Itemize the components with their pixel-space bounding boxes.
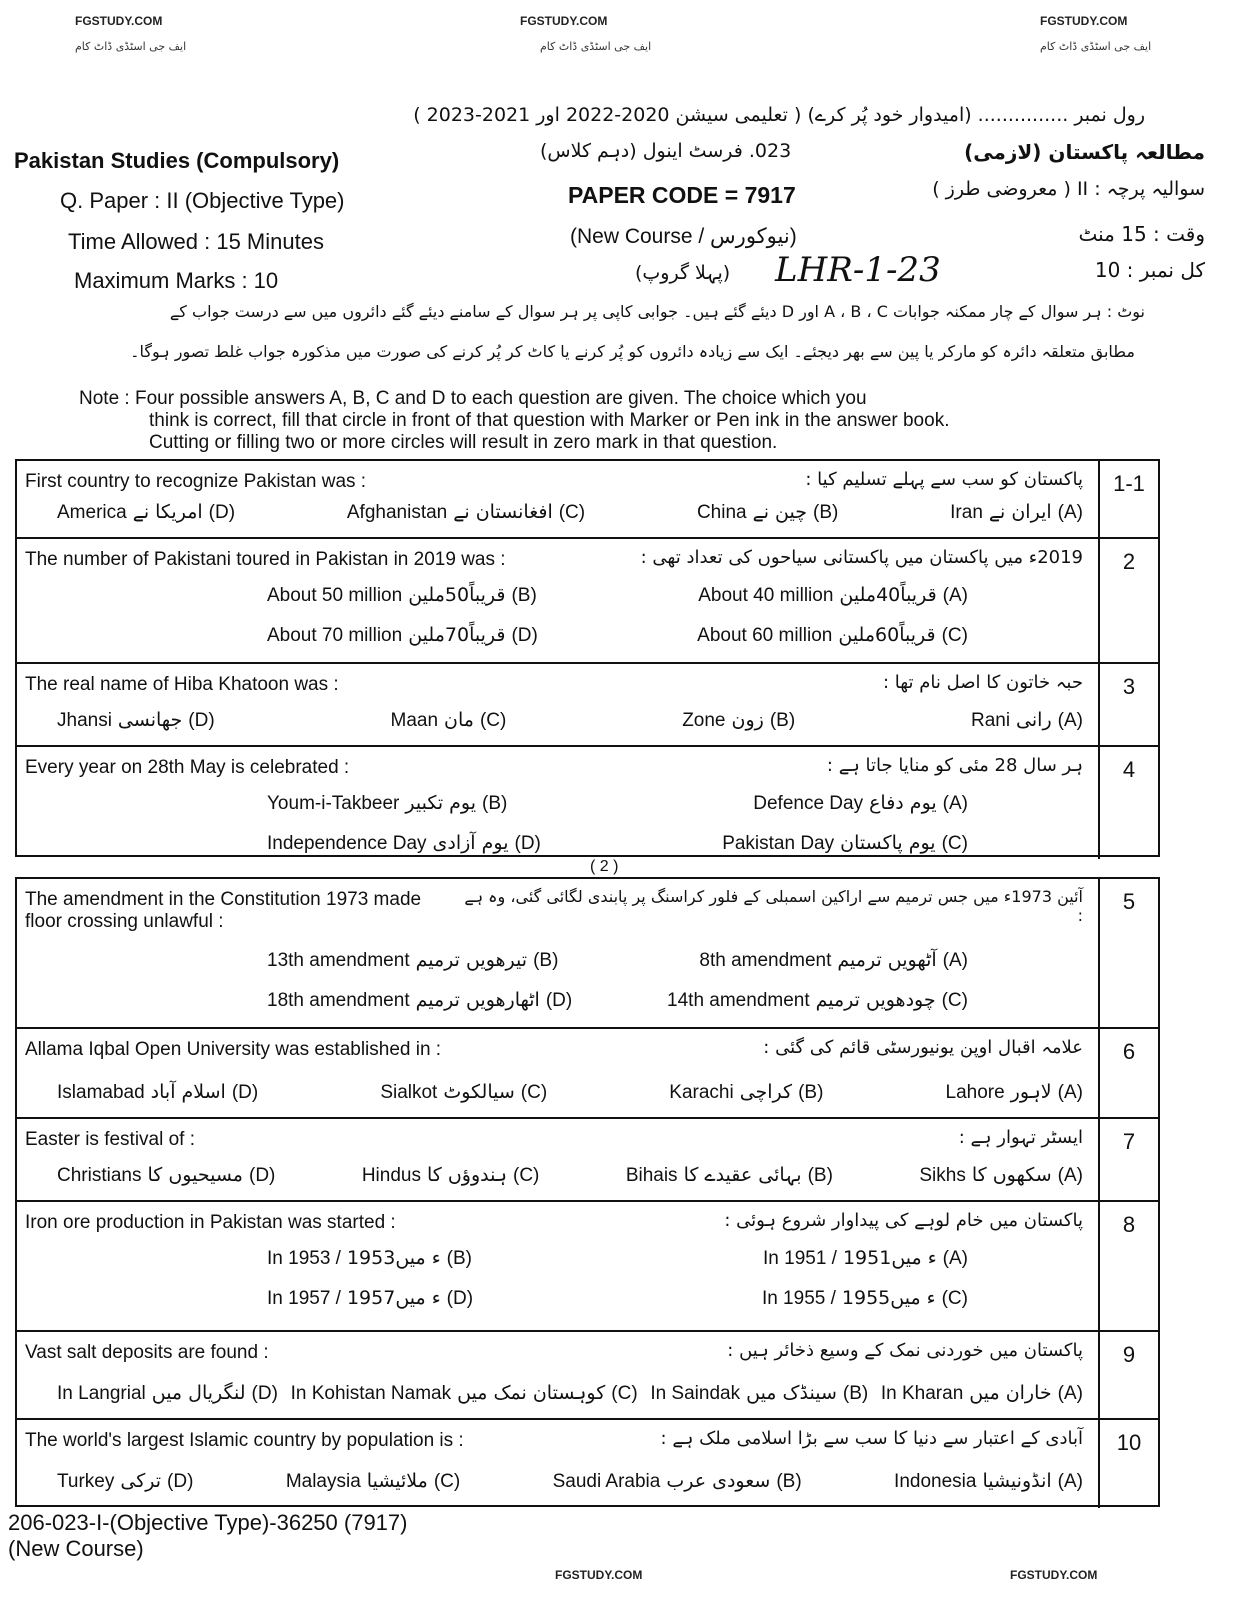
option-c [762,1287,968,1310]
option-letter: (C) [479,710,507,731]
subject-title-urdu: مطالعہ پاکستان (لازمی) [964,140,1205,164]
option-urdu: یوم پاکستان [840,832,936,854]
question-row [17,747,1158,859]
option-urdu: 1953ء میں [346,1247,441,1269]
question-text-urdu: آئین 1973ء میں جس ترمیم سے اراکین اسمبلی کے فلور کراسنگ پر پابندی لگائی گئی، وہ ہے : [464,887,1083,925]
question-text-english: Iron ore production in Pakistan was started : [25,1212,396,1233]
option-urdu: اٹھارھویں ترمیم [415,989,540,1011]
option-english: America [57,502,127,523]
option-english: About 60 million [697,625,833,646]
option-english: 14th amendment [667,990,810,1011]
option-letter: (C) [941,625,968,646]
option-b [267,1247,472,1270]
option-urdu: چودھویں ترمیم [815,989,936,1011]
option-english: Iran [950,502,983,523]
option-letter: (D) [446,1288,474,1309]
option-letter: (D) [249,1165,276,1186]
question-number: 10 [1098,1420,1158,1508]
option-english: Christians [57,1165,142,1186]
option-urdu: ہندوؤں کا [426,1164,507,1186]
option-english: Youm-i-Takbeer [267,793,400,814]
option-english: In Langrial [57,1383,146,1404]
option-urdu: ایران نے [988,501,1052,523]
option-english: Malaysia [285,1471,361,1492]
question-row [17,1332,1158,1420]
option-letter: (C) [611,1383,638,1404]
option-english: Hindus [361,1165,421,1186]
option-letter: (D) [511,625,538,646]
watermark: FGSTUDY.COM [1010,1568,1098,1582]
course-label: (New Course / نیوکورس) [570,225,797,248]
option-urdu: ترکی [120,1470,162,1492]
option-english: Sikhs [919,1165,966,1186]
option-a [971,709,1083,732]
option-urdu: زون [731,709,764,731]
option-english: Islamabad [57,1082,145,1103]
watermark-urdu: ایف جی اسٹڈی ڈاٹ کام [75,40,187,53]
option-english: Karachi [669,1082,734,1103]
option-d [57,1164,275,1187]
option-english: Jhansi [57,710,112,731]
question-row [17,539,1158,664]
option-a [946,1081,1083,1104]
options-row [267,792,968,815]
option-b [669,1081,823,1104]
note-english-line-3: Cutting or filling two or more circles will result in zero mark in that question. [149,432,778,453]
option-letter: (B) [807,1165,833,1186]
option-urdu: قریباً40ملین [839,584,937,606]
option-english: About 50 million [267,585,403,606]
question-number: 7 [1098,1119,1158,1200]
note-english-line-1: Note : Four possible answers A, B, C and D to each question are given. The choice which you [79,388,867,409]
option-c [347,501,585,524]
option-english: In 1951 / [763,1248,837,1269]
options-row [267,1287,968,1310]
question-text-urdu: ایسٹر تہوار ہے : [958,1127,1083,1148]
question-text-urdu: حبہ خاتون کا اصل نام تھا : [882,672,1083,693]
option-english: In 1953 / [267,1248,341,1269]
question-text-urdu: آبادی کے اعتبار سے دنیا کا سب سے بڑا اسلامی ملک ہے : [660,1428,1083,1449]
option-b [697,501,838,524]
options-row [57,501,1083,524]
option-urdu: سعودی عرب [666,1470,771,1492]
option-b [553,1470,802,1493]
option-english: Saudi Arabia [552,1471,661,1492]
watermark: FGSTUDY.COM [75,14,163,28]
option-english: Maan [390,710,439,731]
option-english: Lahore [945,1082,1005,1103]
paper-type: Q. Paper : II (Objective Type) [60,188,345,213]
option-urdu: مان [444,709,474,731]
option-urdu: رانی [1016,709,1052,731]
option-urdu: افغانستان نے [453,501,553,523]
option-b [682,709,795,732]
option-letter: (A) [1057,502,1083,523]
question-row [17,461,1158,539]
option-english: In Kharan [880,1383,964,1404]
option-english: About 70 million [267,625,403,646]
option-d [267,1287,473,1310]
question-number: 6 [1098,1029,1158,1117]
question-row [17,1029,1158,1119]
option-urdu: سکھوں کا [971,1164,1052,1186]
question-text-urdu: پاکستان میں خوردنی نمک کے وسیع ذخائر ہیں : [727,1340,1083,1361]
option-letter: (C) [433,1471,461,1492]
option-b [626,1164,833,1187]
option-english: Sialkot [380,1082,438,1103]
options-row [267,624,968,647]
option-english: Afghanistan [346,502,448,523]
option-a [699,949,968,972]
option-letter: (B) [511,585,537,606]
watermark-urdu: ایف جی اسٹڈی ڈاٹ کام [540,40,652,53]
question-text-english: The amendment in the Constitution 1973 made floor crossing unlawful : [25,889,422,932]
option-letter: (A) [1057,1165,1083,1186]
option-a [698,584,968,607]
question-text-english: Allama Iqbal Open University was established in : [25,1039,442,1060]
option-c [362,1164,540,1187]
option-a [881,1382,1083,1405]
question-text-english: Vast salt deposits are found : [25,1342,269,1363]
question-number: 1-1 [1098,461,1158,537]
option-c [667,989,968,1012]
option-urdu: قریباً70ملین [408,624,506,646]
option-a [919,1164,1083,1187]
option-english: 18th amendment [267,990,410,1011]
options-row [267,949,968,972]
option-letter: (A) [1057,1383,1083,1404]
option-letter: (C) [520,1082,548,1103]
question-text-english: The world's largest Islamic country by population is : [25,1430,464,1451]
option-urdu: کوہستان نمک میں [457,1382,606,1404]
option-letter: (A) [942,585,968,606]
option-letter: (B) [533,950,559,971]
options-row [267,1247,968,1270]
option-c [391,709,507,732]
note-urdu-line-1: نوٹ : ہر سوال کے چار ممکنہ جوابات A ، B ، C اور D دیئے گئے ہیں۔ جوابی کاپی پر ہر سوال کے سامنے دیئے گئے دائروں میں سے درست جواب کے [169,302,1145,321]
options-row [57,1382,1083,1405]
question-number: 8 [1098,1202,1158,1330]
option-c [697,624,968,647]
option-english: In Saindak [650,1383,741,1404]
maximum-marks-urdu: کل نمبر : 10 [1094,258,1205,282]
option-c [286,1470,460,1493]
option-d [57,1382,278,1405]
option-urdu: لنگریال میں [151,1382,246,1404]
paper-type-urdu: سوالیہ پرچہ : II ( معروضی طرز ) [932,178,1205,200]
option-d [57,1470,193,1493]
question-text-urdu: ہر سال 28 مئی کو منایا جاتا ہے : [826,755,1083,776]
question-row [17,1420,1158,1508]
option-letter: (A) [1057,710,1083,731]
option-letter: (B) [776,1471,802,1492]
option-urdu: ملائیشیا [366,1470,428,1492]
option-letter: (B) [798,1082,824,1103]
option-letter: (D) [231,1082,259,1103]
option-b [650,1382,868,1405]
page-marker: ( 2 ) [590,858,619,875]
option-a [950,501,1083,524]
question-row [17,664,1158,747]
option-urdu: جھانسی [117,709,183,731]
option-english: In 1957 / [267,1288,341,1309]
watermark: FGSTUDY.COM [520,14,608,28]
option-english: In 1955 / [761,1288,836,1309]
options-row [267,832,968,855]
option-d [267,832,541,855]
question-text-english: The number of Pakistani toured in Pakistan in 2019 was : [25,549,506,570]
option-letter: (C) [558,502,586,523]
options-row [267,989,968,1012]
option-urdu: سینڈک میں [746,1382,837,1404]
option-urdu: کراچی [739,1081,793,1103]
option-letter: (D) [251,1383,278,1404]
option-letter: (A) [1057,1082,1083,1103]
option-english: About 40 million [698,585,834,606]
options-row [267,584,968,607]
option-letter: (D) [545,990,573,1011]
question-text-urdu: 2019ء میں پاکستان میں پاکستانی سیاحوں کی تعداد تھی : [640,547,1083,568]
question-text-english: First country to recognize Pakistan was : [25,471,367,492]
option-a [894,1470,1083,1493]
note-urdu-line-2: مطابق متعلقہ دائرہ کو مارکر یا پین سے بھر دیجئے۔ ایک سے زیادہ دائروں کو پُر کرنے یا کاٹ کر پُر کرنے کی صورت میں مذکورہ جواب غلط تصور ہوگا۔ [130,342,1135,361]
option-d [57,709,215,732]
option-a [753,792,968,815]
option-letter: (D) [514,833,541,854]
option-urdu: قریباً60ملین [838,624,936,646]
option-d [267,624,538,647]
option-urdu: سیالکوٹ [443,1081,515,1103]
option-urdu: امریکا نے [132,501,203,523]
option-letter: (D) [167,1471,194,1492]
option-letter: (A) [942,793,968,814]
footer-course: (New Course) [8,1536,144,1561]
question-number: 3 [1098,664,1158,745]
option-urdu: خاران میں [969,1382,1052,1404]
option-letter: (D) [208,502,236,523]
subject-title: Pakistan Studies (Compulsory) [14,148,340,173]
exam-title-urdu: 023. فرسٹ اینول (دہم کلاس) [540,140,792,162]
option-english: Zone [682,710,726,731]
option-letter: (C) [941,990,968,1011]
option-english: Defence Day [753,793,864,814]
options-row [57,1164,1083,1187]
watermark-urdu: ایف جی اسٹڈی ڈاٹ کام [1040,40,1152,53]
question-number: 5 [1098,879,1158,1027]
question-text-english: Every year on 28th May is celebrated : [25,757,350,778]
group-urdu: (پہلا گروپ) [635,262,731,284]
option-b [267,792,507,815]
option-letter: (B) [482,793,508,814]
footer-code: 206-023-I-(Objective Type)-36250 (7917) [8,1510,408,1535]
option-urdu: آٹھویں ترمیم [837,949,937,971]
option-urdu: بہائی عقیدے کا [683,1164,802,1186]
paper-code: PAPER CODE = 7917 [568,182,796,208]
option-english: Pakistan Day [722,833,835,854]
handwritten-code: LHR-1-23 [775,250,941,290]
question-text-urdu: پاکستان میں خام لوہے کی پیداوار شروع ہوئی : [724,1210,1083,1231]
session-line: رول نمبر ............... (امیدوار خود پُر کرے) ( تعلیمی سیشن 2020-2022 اور 2021-2023 ) [413,104,1145,126]
question-number: 2 [1098,539,1158,662]
option-english: Bihais [625,1165,678,1186]
option-letter: (C) [513,1165,540,1186]
option-letter: (A) [942,1248,968,1269]
option-urdu: یوم تکبیر [405,792,477,814]
option-d [57,501,235,524]
option-english: 13th amendment [267,950,410,971]
question-text-urdu: پاکستان کو سب سے پہلے تسلیم کیا : [805,469,1083,490]
option-letter: (A) [1057,1471,1083,1492]
time-allowed: Time Allowed : 15 Minutes [68,229,324,254]
question-number: 9 [1098,1332,1158,1418]
option-urdu: یوم آزادی [432,832,509,854]
option-b [267,584,537,607]
option-c [380,1081,547,1104]
option-english: China [696,502,747,523]
options-row [57,1470,1083,1493]
questions-box-2 [15,877,1160,1507]
question-row [17,879,1158,1029]
option-letter: (C) [941,1288,968,1309]
option-urdu: تیرھویں ترمیم [415,949,528,971]
option-b [267,949,558,972]
question-row [17,1119,1158,1202]
option-letter: (B) [446,1248,472,1269]
option-letter: (B) [842,1383,869,1404]
option-urdu: انڈونیشیا [982,1470,1052,1492]
option-urdu: 1951ء میں [842,1247,937,1269]
question-text-english: The real name of Hiba Khatoon was : [25,674,339,695]
option-english: In Kohistan Namak [290,1383,452,1404]
option-urdu: 1955ء میں [841,1287,936,1309]
question-row [17,1202,1158,1332]
option-english: Independence Day [267,833,427,854]
option-letter: (B) [769,710,796,731]
question-number: 4 [1098,747,1158,859]
option-letter: (D) [188,710,215,731]
question-text-english: Easter is festival of : [25,1129,196,1150]
option-d [57,1081,258,1104]
watermark: FGSTUDY.COM [1040,14,1128,28]
option-letter: (A) [942,950,968,971]
option-urdu: اسلام آباد [150,1081,226,1103]
option-urdu: قریباً50ملین [408,584,506,606]
time-allowed-urdu: وقت : 15 منٹ [1078,222,1205,246]
option-urdu: یوم دفاع [869,792,937,814]
option-letter: (C) [941,833,968,854]
note-english-line-2: think is correct, fill that circle in front of that question with Marker or Pen ink in the answer book. [149,410,950,431]
watermark: FGSTUDY.COM [555,1568,643,1582]
option-letter: (B) [813,502,839,523]
option-d [267,989,572,1012]
option-english: Turkey [57,1471,115,1492]
option-urdu: 1957ء میں [346,1287,441,1309]
option-english: Rani [970,710,1011,731]
questions-box-1 [15,459,1160,857]
options-row [57,1081,1083,1104]
maximum-marks: Maximum Marks : 10 [74,268,279,293]
option-a [763,1247,968,1270]
option-c [722,832,968,855]
options-row [57,709,1083,732]
option-urdu: چین نے [752,501,807,523]
option-c [291,1382,638,1405]
option-english: Indonesia [894,1471,977,1492]
option-urdu: مسیحیوں کا [147,1164,243,1186]
option-english: 8th amendment [699,950,832,971]
option-urdu: لاہور [1010,1081,1052,1103]
question-text-urdu: علامہ اقبال اوپن یونیورسٹی قائم کی گئی : [763,1037,1083,1058]
